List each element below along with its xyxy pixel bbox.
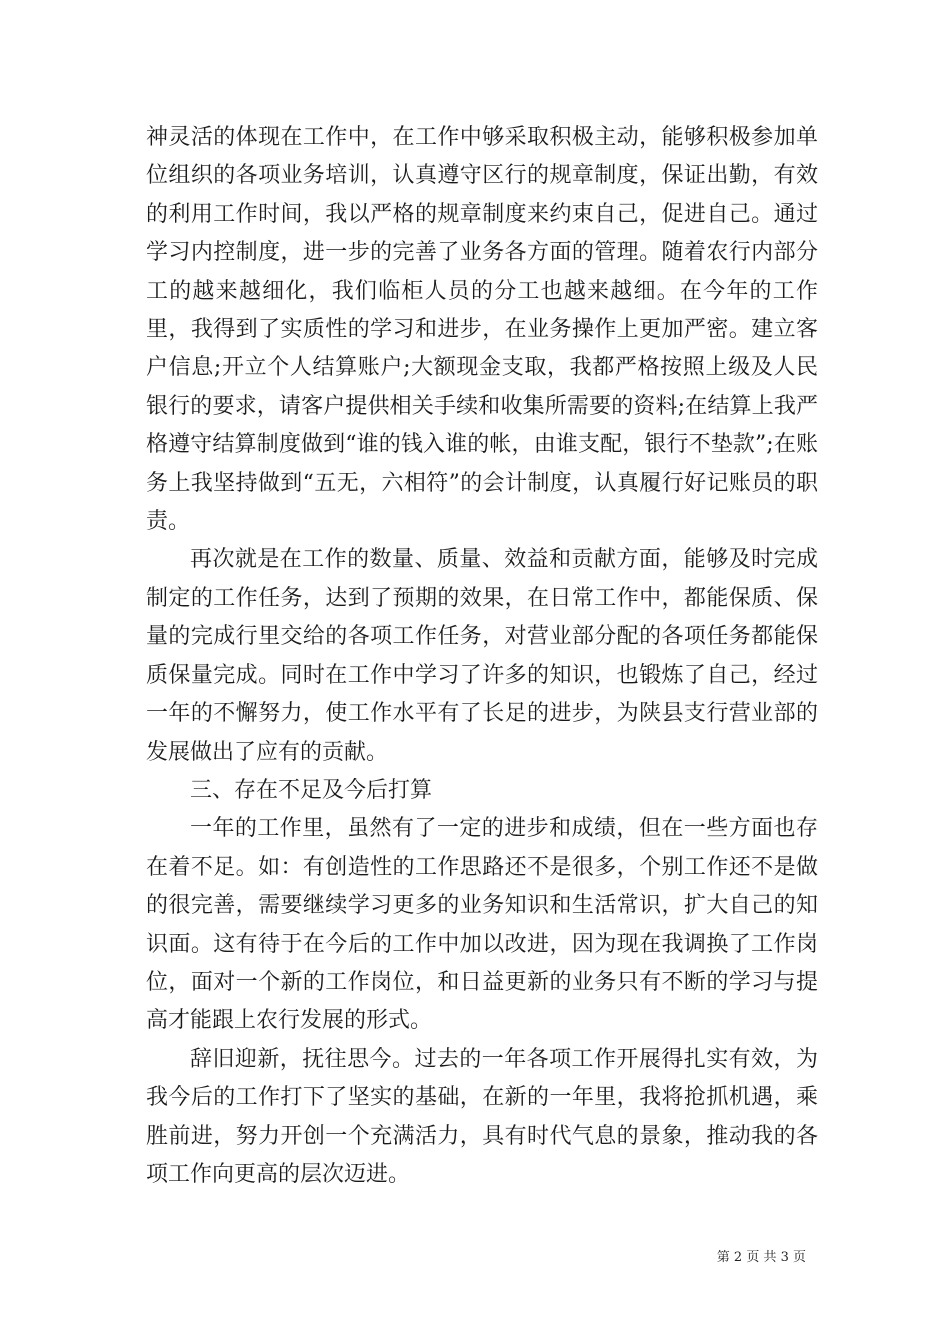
document-body bbox=[146, 119, 818, 1194]
section-heading-shortcomings: 三、存在不足及今后打算 bbox=[190, 777, 433, 803]
paragraph-conclusion: 辞旧迎新，抚往思今。过去的一年各项工作开展得扎实有效，为我今后的工作打下了坚实的基础，在新的一年里，我将抢抓机遇，乘胜前进，努力开创一个充满活力，具有时代气息的景象，推动我的各项工作向更高的层次迈进。 bbox=[146, 1046, 818, 1187]
paragraph-continuation: 神灵活的体现在工作中，在工作中够采取积极主动，能够积极参加单位组织的各项业务培训，认真遵守区行的规章制度，保证出勤，有效的利用工作时间，我以严格的规章制度来约束自己，促进自己。通过学习内控制度，进一步的完善了业务各方面的管理。随着农行内部分工的越来越细化，我们临柜人员的分工也越来越细。在今年的工作里，我得到了实质性的学习和进步，在业务操作上更加严密。建立客户信息;开立个人结算账户;大额现金支取，我都严格按照上级及人民银行的要求，请客户提供相关手续和收集所需要的资料;在结算上我严格遵守结算制度做到“谁的钱入谁的帐，由谁支配，银行不垫款”;在账务上我坚持做到“五无，六相符”的会计制度，认真履行好记账员的职责。 bbox=[146, 125, 818, 535]
paragraph-work-performance: 再次就是在工作的数量、质量、效益和贡献方面，能够及时完成制定的工作任务，达到了预期的效果，在日常工作中，都能保质、保量的完成行里交给的各项工作任务，对营业部分配的各项任务都能保质保量完成。同时在工作中学习了许多的知识，也锻炼了自己，经过一年的不懈努力，使工作水平有了长足的进步，为陕县支行营业部的发展做出了应有的贡献。 bbox=[146, 547, 818, 765]
paragraph-shortcomings: 一年的工作里，虽然有了一定的进步和成绩，但在一些方面也存在着不足。如：有创造性的工作思路还不是很多，个别工作还不是做的很完善，需要继续学习更多的业务知识和生活常识，扩大自己的知识面。这有待于在今后的工作中加以改进，因为现在我调换了工作岗位，面对一个新的工作岗位，和日益更新的业务只有不断的学习与提高才能跟上农行发展的形式。 bbox=[146, 816, 818, 1034]
page-number: 第 2 页 共 3 页 bbox=[716, 1250, 806, 1265]
